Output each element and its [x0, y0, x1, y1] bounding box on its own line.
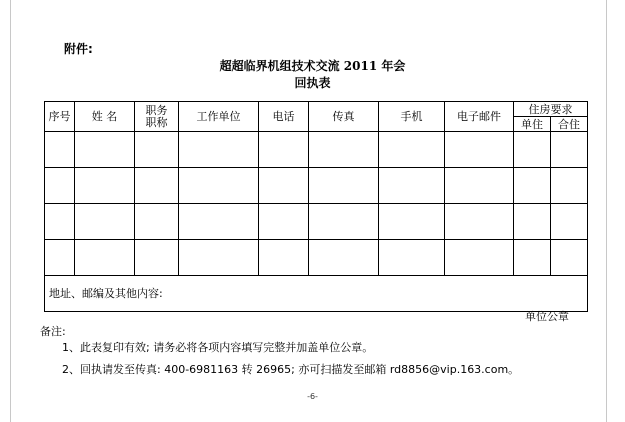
col-header-email: 电子邮件	[445, 102, 514, 132]
col-header-name: 姓 名	[75, 102, 135, 132]
table-cell[interactable]	[514, 204, 551, 240]
table-cell[interactable]	[179, 132, 259, 168]
table-cell[interactable]	[75, 204, 135, 240]
table-cell[interactable]	[379, 168, 445, 204]
table-row	[45, 204, 588, 240]
note-item: 1、此表复印有效; 请务必将各项内容填写完整并加盖单位公章。	[62, 341, 374, 354]
table-cell[interactable]	[179, 204, 259, 240]
table-cell[interactable]	[445, 204, 514, 240]
address-row	[45, 276, 588, 312]
attachment-label: 附件:	[64, 42, 93, 56]
col-header-title-text: 职务 职称	[145, 103, 168, 129]
note-item: 2、回执请发至传真: 400-6981163 转 26965; 亦可扫描发至邮箱 rd8856@vip.163.com。	[62, 363, 520, 376]
table-cell[interactable]	[135, 168, 179, 204]
table-cell[interactable]	[514, 132, 551, 168]
table-row	[45, 168, 588, 204]
table-cell[interactable]	[445, 240, 514, 276]
table-cell[interactable]	[75, 132, 135, 168]
table-row	[45, 132, 588, 168]
notes-label: 备注:	[40, 325, 66, 338]
table-cell[interactable]	[309, 132, 379, 168]
table-cell[interactable]	[379, 240, 445, 276]
table-row	[45, 240, 588, 276]
table-cell[interactable]	[514, 168, 551, 204]
table-cell[interactable]	[379, 132, 445, 168]
table-cell[interactable]	[445, 132, 514, 168]
table-cell[interactable]	[259, 240, 309, 276]
col-header-fax: 传真	[309, 102, 379, 132]
table-cell[interactable]	[514, 240, 551, 276]
table-cell[interactable]	[135, 204, 179, 240]
col-header-workplace: 工作单位	[179, 102, 259, 132]
table-cell[interactable]	[551, 240, 588, 276]
table-cell[interactable]	[75, 240, 135, 276]
table-cell[interactable]	[445, 168, 514, 204]
table-cell[interactable]	[179, 240, 259, 276]
table-cell[interactable]	[551, 168, 588, 204]
col-header-housing: 住房要求	[514, 102, 588, 117]
table-cell[interactable]	[179, 168, 259, 204]
table-cell[interactable]	[45, 168, 75, 204]
table-cell[interactable]	[309, 168, 379, 204]
table-cell[interactable]	[135, 240, 179, 276]
document-title: 超超临界机组技术交流 2011 年会	[219, 59, 406, 73]
address-label: 地址、邮编及其他内容:	[49, 287, 163, 300]
table-cell[interactable]	[75, 168, 135, 204]
table-cell[interactable]	[45, 204, 75, 240]
table-cell[interactable]	[259, 168, 309, 204]
page-number: -6-	[307, 392, 318, 401]
table-cell[interactable]	[45, 240, 75, 276]
table-cell[interactable]	[379, 204, 445, 240]
table-cell[interactable]	[259, 132, 309, 168]
stamp-label: 单位公章	[525, 310, 569, 323]
table-cell[interactable]	[309, 204, 379, 240]
document-subtitle: 回执表	[294, 76, 331, 90]
table-cell[interactable]	[309, 240, 379, 276]
table-cell[interactable]	[551, 204, 588, 240]
col-header-single-room: 单住	[514, 117, 551, 132]
col-header-title	[135, 102, 179, 132]
table-cell[interactable]	[259, 204, 309, 240]
registration-table	[44, 101, 588, 312]
col-header-index: 序号	[45, 102, 75, 132]
col-header-phone: 电话	[259, 102, 309, 132]
table-cell[interactable]	[135, 132, 179, 168]
address-field[interactable]	[45, 276, 588, 312]
table-cell[interactable]	[551, 132, 588, 168]
col-header-shared-room: 合住	[551, 117, 588, 132]
col-header-mobile: 手机	[379, 102, 445, 132]
table-cell[interactable]	[45, 132, 75, 168]
